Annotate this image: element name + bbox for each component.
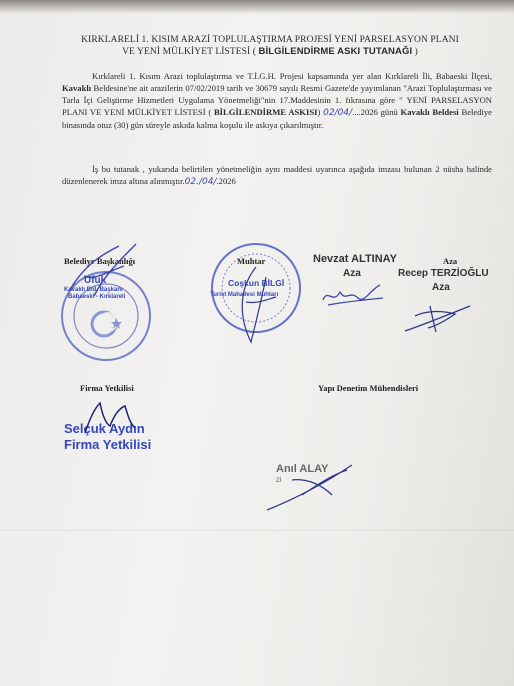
engineer-signature bbox=[262, 450, 362, 515]
aza2-label: Aza bbox=[432, 282, 450, 293]
muhtar-signature bbox=[226, 262, 286, 347]
title-line-2: VE YENİ MÜLKİYET LİSTESİ ( BİLGİLENDİRME ASKI TUTANAĞI ) bbox=[122, 46, 418, 57]
aza2-header: Aza bbox=[443, 256, 458, 266]
muhtar-label: Muhtar bbox=[237, 256, 266, 266]
page-top-shadow bbox=[0, 0, 514, 14]
muhtar-stamp-line2: Turist Mahallesi Muhtarı bbox=[210, 292, 279, 298]
handwritten-date-2: 02./04/ bbox=[184, 177, 217, 187]
engineer-title: Zİ bbox=[276, 478, 282, 484]
yapi-denetim-label: Yapı Denetim Mühendisleri bbox=[318, 383, 419, 393]
paper-fold-line bbox=[0, 530, 514, 531]
belediye-signature bbox=[64, 236, 144, 316]
belediye-stamp-line1: Ufuk bbox=[84, 275, 107, 286]
aza1-label: Aza bbox=[343, 268, 361, 279]
handwritten-date-1: 02/04/ bbox=[323, 108, 353, 118]
title-line-1: KIRKLARELİ 1. KISIM ARAZİ TOPLULAŞTIRMA PROJESİ YENİ PARSELASYON PLANI bbox=[81, 35, 459, 45]
paragraph-2: İş bu tutanak , yukarıda belirtilen yönetmeliğin aynı maddesi uyarınca aşağıda imzası bulunan 2 nüsha halinde düzenlenerek imza altına alınmıştır.02./04/.2026 bbox=[62, 164, 492, 187]
engineer-name: Anıl ALAY bbox=[276, 463, 329, 475]
belediye-label: Belediye Başkanlığı bbox=[64, 256, 136, 266]
aza2-signature bbox=[400, 296, 480, 336]
firma-signature bbox=[80, 398, 140, 438]
paragraph-1: Kırklareli 1. Kısım Arazi toplulaştırma ve T.İ.G.H. Projesi kapsamında yer alan Kırklareli İli, Babaeski İlçesi, Kavaklı Beldesine'ne ait arazilerin 07/02/2019 tarih ve 30679 sayılı Resmi Gazete'de yayımlanan "Arazi Toplulaştırması ve Tarla İçi Geliştirme Hizmetleri Uygulama Yönetmeliği"nin 17.Maddesinin 1. fıkrasına göre " YENİ PARSELASYON PLANI VE YENİ MÜLKİYET LİSTESİ ( BİLGİLENDİRME ASKISI) 02/04/....2026 günü Kavaklı Beldesi Belediye binasında otuz (30) gün süreyle askıda kalma koşulu ile askıya çıkarılmıştır. bbox=[62, 71, 493, 130]
title-bold: BİLGİLENDİRME ASKI TUTANAĞI bbox=[258, 46, 413, 57]
firma-stamp-title: Firma Yetkilisi bbox=[64, 437, 152, 452]
aza1-signature bbox=[318, 280, 388, 310]
aza1-name: Nevzat ALTINAY bbox=[313, 253, 397, 265]
belediye-stamp-line2: Kavaklı Bld. Başkanı bbox=[64, 287, 123, 293]
aza2-name: Recep TERZİOĞLU bbox=[398, 268, 489, 279]
muhtar-stamp-line1: Coşkun BİLGİ bbox=[228, 278, 285, 288]
belediye-stamp-line3: Babaeski - Kırklareli bbox=[68, 294, 126, 300]
firma-stamp-name: Selçuk Aydın bbox=[64, 421, 145, 436]
document-title bbox=[70, 34, 470, 58]
firma-label: Firma Yetkilisi bbox=[80, 383, 134, 393]
